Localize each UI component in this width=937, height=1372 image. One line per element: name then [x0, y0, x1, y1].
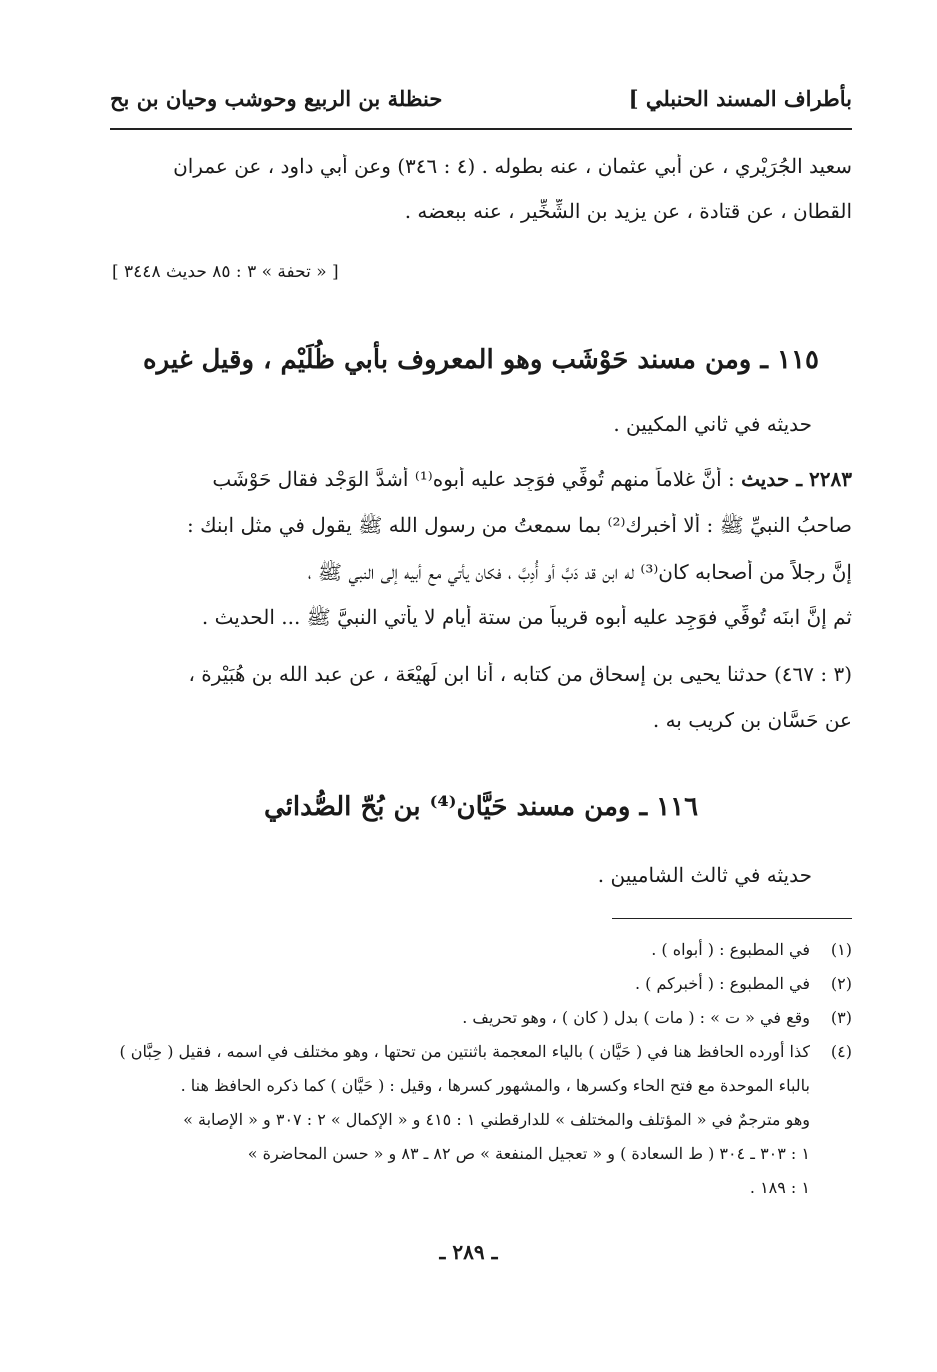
footnote-text: في المطبوع : ( أبواه ) .	[651, 940, 810, 959]
footnote-2	[110, 967, 852, 1001]
hadith-2283-line-4: ثم إنَّ ابنَه تُوفِّي فوَجِد عليه أبوه قريباً من ستة أيام لا يأتي النبيَّ ﷺ ... الحديث .	[201, 605, 852, 629]
header-book-title: بأطراف المسند الحنبلي ]	[628, 86, 852, 111]
tuhfa-reference: [ « تحفة » ٣ : ٨٥ حديث ٣٤٤٨ ]	[112, 262, 339, 282]
intro-line-2: القطان ، عن قتادة ، عن يزيد بن الشِّخِّير ، عنه ببعضه .	[404, 199, 852, 223]
footnote-text: في المطبوع : ( أخبركم ) .	[634, 974, 810, 993]
page-number: ـ ٢٨٩ ـ	[439, 1240, 498, 1264]
footnote-4-cont	[110, 1069, 852, 1103]
intro-line-1: سعيد الجُرَيْري ، عن أبي عثمان ، عنه بطوله . (٤ : ٣٤٦) وعن أبي داود ، عن عمران	[173, 154, 852, 178]
footnote-4	[110, 1035, 852, 1069]
footnote-text: بالباء الموحدة مع فتح الحاء وكسرها ، والمشهور كسرها ، وقيل : ( حَيَّان ) كما ذكره الحافظ هنا .	[180, 1076, 810, 1095]
footnote-text: كذا أورده الحافظ هنا في ( حَيَّان ) بالياء المعجمة باثنتين من تحتها ، وهو مختلف في اسمه ، فقيل ( حِبَّان )	[119, 1042, 810, 1061]
footnote-text: ١ : ١٨٩ .	[749, 1178, 810, 1197]
header-rule	[110, 128, 852, 130]
footnote-number: (٢)	[830, 974, 852, 993]
footnote-number: (٣)	[830, 1008, 852, 1027]
footnote-4-cont	[110, 1137, 852, 1171]
footnote-1	[110, 933, 852, 967]
footnote-4-cont	[110, 1171, 852, 1205]
footnote-text: وقع في « ت » : ( مات ) بدل ( كان ) ، وهو تحريف .	[462, 1008, 810, 1027]
hadith-2283-line-3: إنَّ رجلاً من أصحابه كان⁽³⁾ له ابن قد دَبَّ أو أُدِبَّ ، فكان يأتي مع أبيه إلى النبي ﷺ ،	[307, 560, 852, 584]
header-section-title: حنظلة بن الربيع وحوشب وحيان بن بح	[110, 86, 443, 111]
footnote-text: ١ : ٣٠٣ ـ ٣٠٤ ( ط السعادة ) و « تعجيل المنفعة » ص ٨٢ ـ ٨٣ و « حسن المحاضرة »	[247, 1144, 810, 1163]
section-116-heading: ١١٦ ـ ومن مسند حَيَّان⁽⁴⁾ بن بُحّ الصُّدائي	[263, 792, 699, 822]
footnote-rule	[612, 918, 852, 919]
footnote-3	[110, 1001, 852, 1035]
isnad-line-2: عن حَسَّان بن كريب به .	[652, 708, 852, 732]
hadith-2283-line-1	[110, 467, 852, 491]
footnotes	[110, 933, 852, 1205]
hadith-2283-line-2: صاحبُ النبيِّ ﷺ : ألا أُخبرك⁽²⁾ بما سمعتُ من رسول الله ﷺ يقول في مثل ابنك :	[186, 513, 852, 537]
section-115-subtitle: حديثه في ثاني المكيين .	[613, 412, 812, 436]
footnote-number: (١)	[830, 940, 852, 959]
running-header	[110, 86, 852, 122]
hadith-number-label: ٢٢٨٣ ـ حديث	[741, 467, 852, 491]
section-116-subtitle: حديثه في ثالث الشاميين .	[597, 863, 812, 887]
isnad-line-1: (٣ : ٤٦٧) حدثنا يحيى بن إسحاق من كتابه ، أنا ابن لَهِيْعَة ، عن عبد الله بن هُبَيْرة ،	[188, 662, 852, 686]
footnote-number: (٤)	[830, 1042, 852, 1061]
footnote-text: وهو مترجمٌ في « المؤتلف والمختلف » للدارقطني ١ : ٤١٥ و « الإكمال » ٢ : ٣٠٧ و « الإصابة »	[183, 1110, 810, 1129]
section-115-heading: ١١٥ ـ ومن مسند حَوْشَب وهو المعروف بأبي ظُلَيْم ، وقيل غيره	[143, 345, 819, 375]
hadith-text-1: : أنَّ غلاماً منهم تُوفِّي فوَجِد عليه أبوه⁽¹⁾ أشدَّ الوَجْد فقال حَوْشَب	[212, 467, 735, 491]
footnote-4-cont	[110, 1103, 852, 1137]
